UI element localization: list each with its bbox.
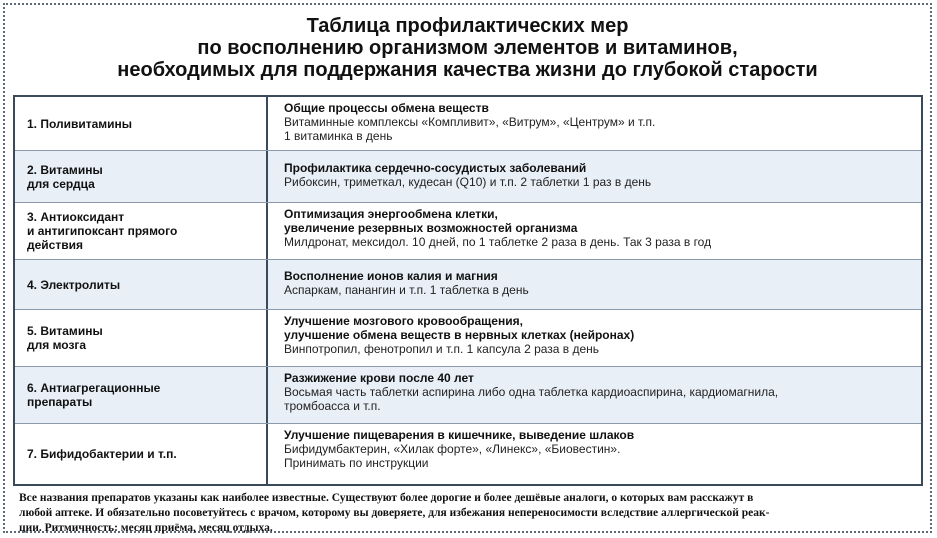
row-detail: Бифидумбактерин, «Хилак форте», «Линекс», «Биовестин». Принимать по инструкции — [284, 442, 621, 470]
table-row — [15, 366, 921, 423]
row-detail: Витаминные комплексы «Компливит», «Витрум», «Центрум» и т.п. 1 витаминка в день — [284, 115, 656, 143]
row-detail: Восьмая часть таблетки аспирина либо одна таблетка кардиоаспирина, кардиомагнила, тромбоасса и т.п. — [284, 385, 779, 413]
row-name: 6. Антиагрегационные препараты — [15, 367, 268, 423]
prevention-table — [13, 95, 923, 486]
title-line-2: по восполнению организмом элементов и витаминов, — [197, 37, 738, 59]
title-line-1: Таблица профилактических мер — [306, 15, 629, 37]
row-heading: Разжижение крови после 40 лет — [284, 371, 474, 385]
row-name: 2. Витамины для сердца — [15, 151, 268, 202]
row-content — [268, 203, 921, 259]
row-heading: Оптимизация энергообмена клетки, увеличение резервных возможностей организма — [284, 207, 578, 235]
row-detail: Рибоксин, триметкал, кудесан (Q10) и т.п. 2 таблетки 1 раз в день — [284, 175, 652, 189]
row-content — [268, 97, 921, 150]
title-line-3: необходимых для поддержания качества жизни до глубокой старости — [117, 59, 818, 81]
table-row — [15, 97, 921, 150]
document-frame — [3, 3, 932, 533]
footnote: Все названия препаратов указаны как наиболее известные. Существуют более дорогие и более дешёвые аналоги, о которых вам расскажут в любой аптеке. И обязательно посоветуйтесь с врачом, которому вы доверяете, для избежания непереносимости вследствие аллергической реак- ции. Ритмичность: месяц приёма, месяц отдыха. — [19, 492, 770, 534]
row-detail: Винпотропил, фенотропил и т.п. 1 капсула 2 раза в день — [284, 342, 600, 356]
row-content — [268, 424, 921, 484]
row-name: 3. Антиоксидант и антигипоксант прямого действия — [15, 203, 268, 259]
row-content — [268, 310, 921, 366]
table-row — [15, 259, 921, 309]
row-name: 1. Поливитамины — [15, 97, 268, 150]
row-heading: Улучшение мозгового кровообращения, улучшение обмена веществ в нервных клетках (нейронах) — [284, 314, 635, 342]
row-heading: Улучшение пищеварения в кишечнике, выведение шлаков — [284, 428, 635, 442]
page-title — [5, 15, 930, 81]
row-heading: Восполнение ионов калия и магния — [284, 269, 498, 283]
row-heading: Общие процессы обмена веществ — [284, 101, 489, 115]
table-row — [15, 150, 921, 202]
row-name: 4. Электролиты — [15, 260, 268, 309]
row-detail: Милдронат, мексидол. 10 дней, по 1 таблетке 2 раза в день. Так 3 раза в год — [284, 235, 712, 249]
table-row — [15, 423, 921, 484]
table-row — [15, 202, 921, 259]
row-content — [268, 367, 921, 423]
row-name: 5. Витамины для мозга — [15, 310, 268, 366]
row-name: 7. Бифидобактерии и т.п. — [15, 424, 268, 484]
row-content — [268, 151, 921, 202]
row-heading: Профилактика сердечно-сосудистых заболеваний — [284, 161, 587, 175]
table-row — [15, 309, 921, 366]
row-content — [268, 260, 921, 309]
row-detail: Аспаркам, панангин и т.п. 1 таблетка в день — [284, 283, 529, 297]
